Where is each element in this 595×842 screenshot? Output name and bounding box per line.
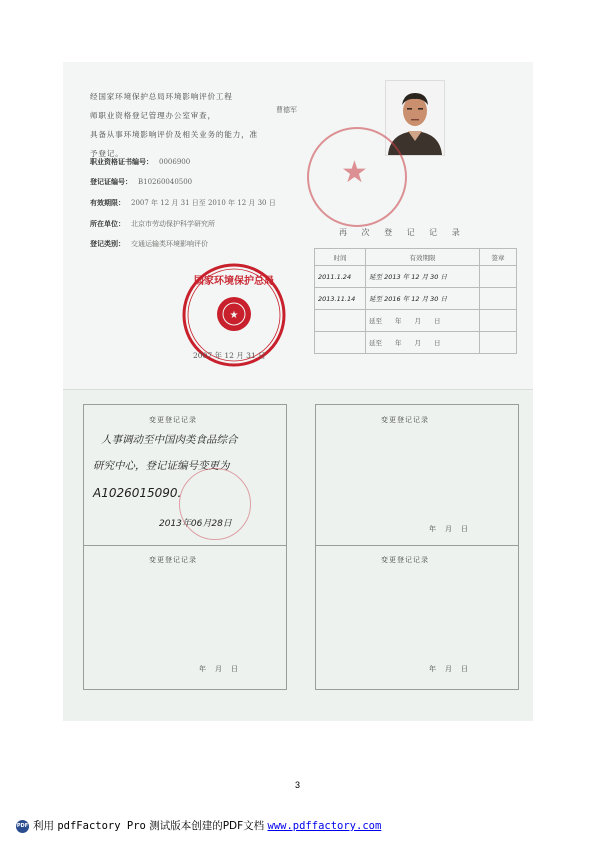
- row-seal: [480, 266, 517, 288]
- holder-name-handwritten: 曹德军: [276, 106, 297, 114]
- header-seal: 签章: [480, 249, 517, 266]
- row-validity: 延至 2013 年 12 月 30 日: [366, 266, 480, 288]
- panel-divider: [84, 545, 286, 546]
- intro-line: 具备从事环境影响评价及相关业务的能力，准: [90, 130, 258, 139]
- table-row: [315, 332, 517, 354]
- pdffactory-link[interactable]: www.pdffactory.com: [267, 820, 382, 832]
- field-validity: 有效期限： 2007 年 12 月 31 日至 2010 年 12 月 30 日: [90, 198, 276, 207]
- handwritten-change-line3: A1026015090.: [93, 486, 182, 500]
- panel-divider: [316, 545, 518, 546]
- row-validity: 延至 2016 年 12 月 30 日: [366, 288, 480, 310]
- change-record-title: 变更登记记录: [381, 556, 429, 564]
- table-row: [315, 288, 517, 310]
- date-placeholder: 年 月 日: [429, 665, 469, 673]
- header-validity: 有效期限: [366, 249, 480, 266]
- field-category: 登记类别： 交通运输类环境影响评价: [90, 239, 208, 248]
- re-registration-title: 再 次 登 记 记 录: [339, 228, 466, 237]
- date-placeholder: 年 月 日: [429, 525, 469, 533]
- row-time: [315, 310, 366, 332]
- seal-date: 2007 年 12 月 31 日: [193, 351, 266, 360]
- change-record-title: 变更登记记录: [381, 416, 429, 424]
- row-seal: [480, 288, 517, 310]
- row-validity: 延至 年 月 日: [366, 310, 480, 332]
- pdf-footer: [16, 818, 381, 833]
- intro-line: 师职业资格登记管理办公室审查，: [90, 111, 216, 120]
- table-row: [315, 266, 517, 288]
- pdffactory-logo-icon: PDF: [16, 820, 29, 833]
- row-seal: [480, 310, 517, 332]
- date-placeholder: 年 月 日: [199, 665, 239, 673]
- certificate-top-half: [63, 62, 533, 389]
- intro-line: 予登记。: [90, 149, 124, 158]
- handwritten-change-line2: 研究中心，登记证编号变更为: [93, 460, 230, 472]
- certificate-scan: [63, 62, 533, 720]
- intro-line: 经国家环境保护总局环境影响评价工程: [90, 92, 233, 101]
- faint-red-stamp: [307, 127, 407, 227]
- row-time: 2011.1.24: [315, 266, 366, 288]
- svg-text:★: ★: [229, 310, 239, 321]
- svg-text:国家环境保护总局: 国家环境保护总局: [194, 276, 274, 287]
- page-number: 3: [294, 780, 300, 790]
- table-row: [315, 310, 517, 332]
- change-record-title: 变更登记记录: [149, 556, 197, 564]
- table-header-row: [315, 249, 517, 266]
- row-time: 2013.11.14: [315, 288, 366, 310]
- footer-suffix: 测试版本创建的PDF文档: [145, 820, 268, 832]
- faint-change-stamp: [179, 468, 251, 540]
- row-validity: 延至 年 月 日: [366, 332, 480, 354]
- change-panel-right: [315, 404, 519, 690]
- row-time: [315, 332, 366, 354]
- re-registration-table: [314, 248, 517, 354]
- certificate-intro: [90, 87, 300, 163]
- certificate-bottom-half: [63, 389, 533, 721]
- change-record-title: 变更登记记录: [149, 416, 197, 424]
- handwritten-change-date: 2013年06月28日: [159, 519, 232, 529]
- footer-product: pdfFactory Pro: [57, 820, 146, 832]
- field-employer: 所在单位： 北京市劳动保护科学研究所: [90, 219, 215, 228]
- row-seal: [480, 332, 517, 354]
- field-registration-number: 登记证编号： B10260040500: [90, 177, 193, 186]
- footer-prefix: 利用: [33, 820, 58, 832]
- handwritten-change-line1: 人事调动至中国肉类食品综合: [101, 434, 238, 446]
- field-certificate-number: 职业资格证书编号： 0006900: [90, 157, 191, 166]
- star-icon: ★: [341, 155, 368, 190]
- header-time: 时间: [315, 249, 366, 266]
